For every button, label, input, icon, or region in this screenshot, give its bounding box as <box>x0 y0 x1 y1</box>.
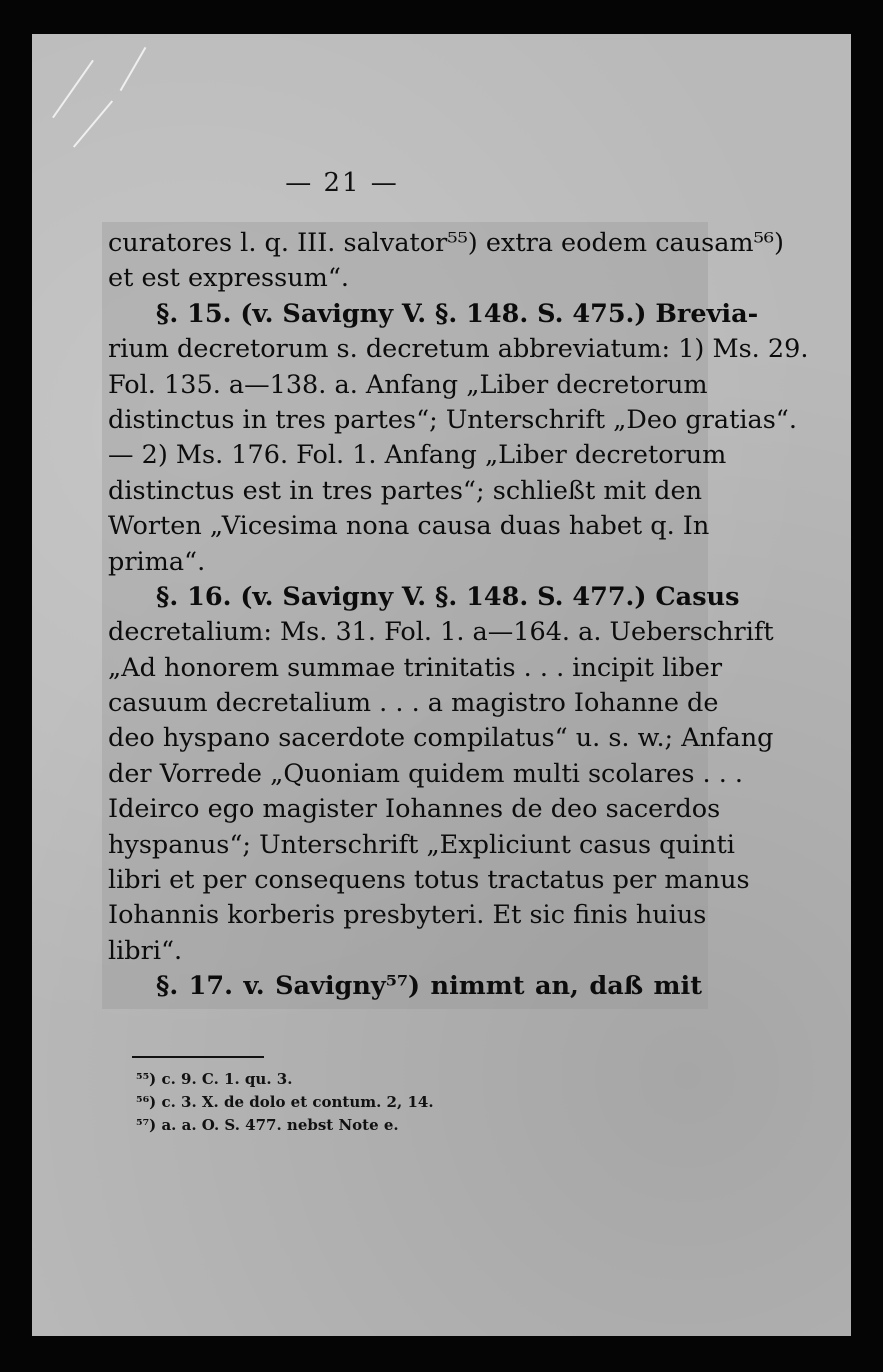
scan-scratch-mark <box>52 60 94 118</box>
body-text <box>102 222 809 1009</box>
text-line: libri“. <box>108 935 183 966</box>
section-heading-line: §. 17. v. Savigny⁵⁷) nimmt an, daß mit <box>156 971 702 1002</box>
text-line: deo hyspano sacerdote compilatus“ u. s. w.; Anfang <box>108 723 774 754</box>
footnote: ⁵⁵) c. 9. C. 1. qu. 3. <box>136 1070 293 1088</box>
text-line: Worten „Vicesima nona causa duas habet q. In <box>108 511 710 542</box>
text-line: distinctus in tres partes“; Unterschrift „Deo gratias“. <box>108 404 797 435</box>
text-line: curatores l. q. III. salvator⁵⁵) extra eodem causam⁵⁶) <box>108 228 784 258</box>
scan-scratch-mark <box>73 100 113 147</box>
text-line: „Ad honorem summae trinitatis . . . incipit liber <box>108 652 723 683</box>
text-line: libri et per consequens totus tractatus per manus <box>108 865 750 896</box>
section-heading-line: §. 15. (v. Savigny V. §. 148. S. 475.) Brevia- <box>156 298 759 329</box>
text-line: prima“. <box>108 546 206 577</box>
text-line: der Vorrede „Quoniam quidem multi scolares . . . <box>108 758 744 789</box>
footnote-rule <box>132 1056 264 1058</box>
text-line: — 2) Ms. 176. Fol. 1. Anfang „Liber decretorum <box>108 440 727 471</box>
text-line: et est expressum“. <box>108 263 349 294</box>
footnote: ⁵⁷) a. a. O. S. 477. nebst Note e. <box>136 1116 399 1134</box>
page-number: — 21 — <box>285 168 399 198</box>
text-line: hyspanus“; Unterschrift „Expliciunt casus quinti <box>108 829 735 860</box>
text-line: Ideirco ego magister Iohannes de deo sacerdos <box>108 794 721 825</box>
footnote: ⁵⁶) c. 3. X. de dolo et contum. 2, 14. <box>136 1093 434 1111</box>
scan-scratch-mark <box>120 47 147 91</box>
footnotes <box>136 1068 656 1137</box>
text-line: decretalium: Ms. 31. Fol. 1. a—164. a. Ueberschrift <box>108 617 774 648</box>
text-line: casuum decretalium . . . a magistro Iohanne de <box>108 688 719 719</box>
text-line: Iohannis korberis presbyteri. Et sic finis huius <box>108 900 707 931</box>
scanned-page <box>32 34 851 1336</box>
section-heading-line: §. 16. (v. Savigny V. §. 148. S. 477.) Casus <box>156 581 740 612</box>
text-line: rium decretorum s. decretum abbreviatum: 1) Ms. 29. <box>108 334 809 365</box>
text-line: distinctus est in tres partes“; schließt mit den <box>108 475 702 506</box>
text-line: Fol. 135. a—138. a. Anfang „Liber decretorum <box>108 369 708 400</box>
